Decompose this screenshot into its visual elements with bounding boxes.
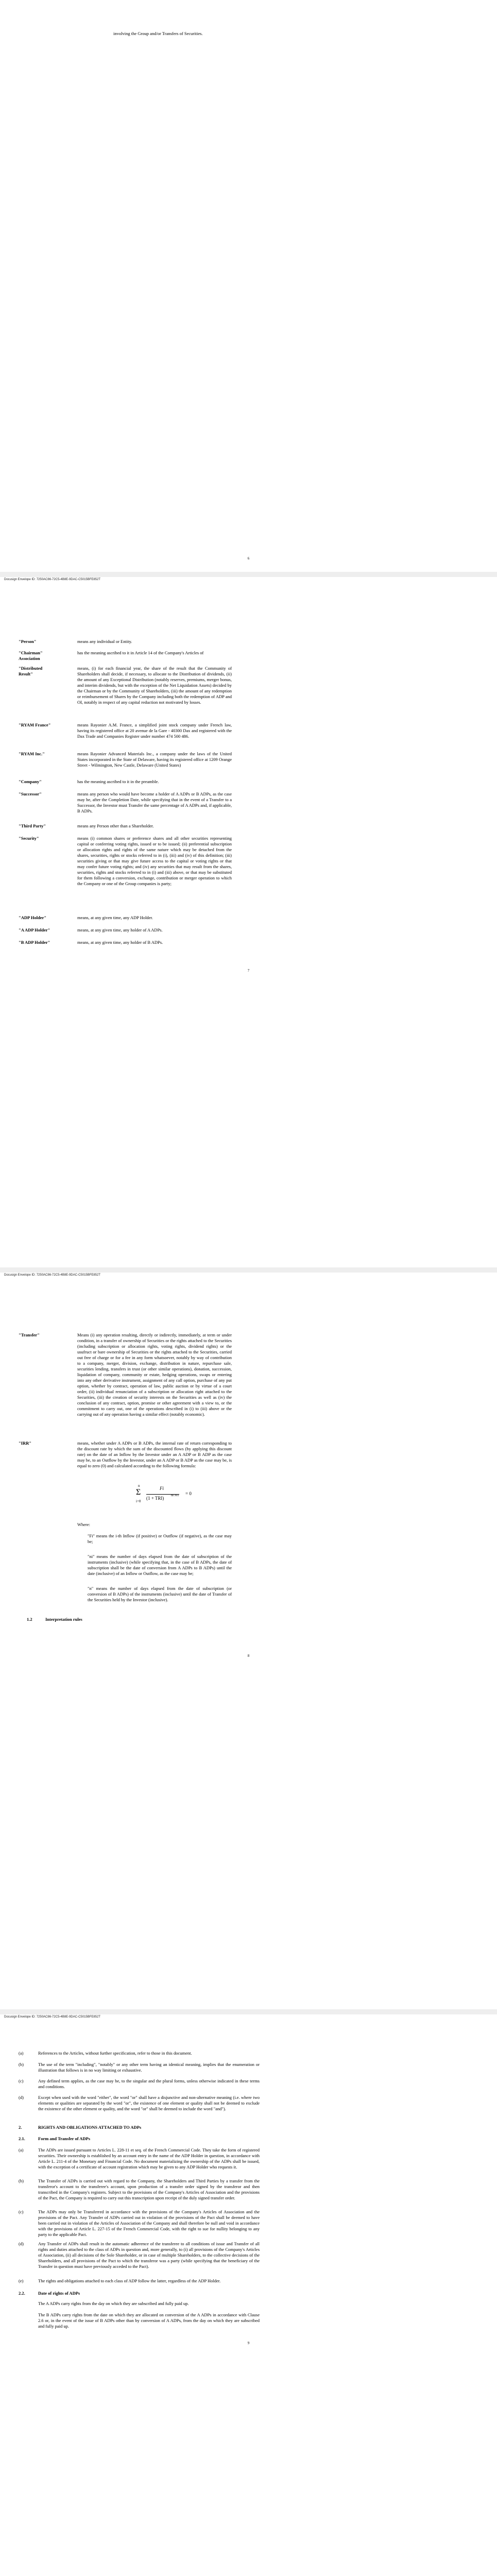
definition-term: "Transfer" (19, 1332, 40, 1337)
definition-text: means Rayonier A.M. France, a simplified joint stock company under French law, having its registered office at 20 avenue de la Gare - 40300 Dax and registered with the Dax Trade and Companies Register under number 474 500 486. (77, 722, 232, 739)
formula-upper: n (138, 1484, 140, 1488)
paragraph: The A ADPs carry rights from the day on which they are subscribed and fully paid up. (38, 2301, 189, 2306)
where-item: "n" means the number of days elapsed from the date of subscription (or conversion of B ADPs) of the instruments (inclusive) until the date of Transfer of the Securities held by the Investor (inclusive). (88, 1586, 232, 1602)
item-label: (d) (19, 2095, 24, 2100)
definition-term: "Security" (19, 836, 39, 841)
item-label: (b) (19, 2178, 24, 2183)
page-number: 7 (247, 969, 250, 973)
item-text: The Transfer of ADPs is carried out with regard to the Company, the Shareholders and Third Parties by a transfer from the transferor's account to the transferee's account, upon production of a transfer order signed by the transferor and then transcribed in the Company's registers. Subject to the provisions of the Company's Articles of Association and the provisions of the Pact, the Company is required to carry out this transcription upon receipt of the duly signed transfer order. (38, 2178, 260, 2200)
page-2 (0, 577, 497, 1267)
definition-text: means, (i) for each financial year, the share of the result that the Community of Shareholders shall decide, if necessary, to allocate to the Distribution of dividends, (ii) the amount of any Exceptional Distribution (notably reserves, premiums, merger bonus, and interim dividends, but with the exception of the Net Liquidation Assets) decided by the Chairman or by the Community of Shareholders, (iii) the amount of any redemption or reimbursement of Shares by the Company including both the redemption of ADP and OI, notably in respect of any capital reduction not motivated by losses. (77, 666, 232, 705)
envelope-id: Docusign Envelope ID: 7250AC86-72C5-4B8E-9DAC-C5015BFE852T (4, 1274, 101, 1277)
page-3 (0, 1273, 497, 2009)
item-text: Any Transfer of ADPs shall result in the automatic adherence of the transferee to all conditions of issue and Transfer of all rights and duties attached to the class of ADPs in question and, more generally, to (i) all provisions of the Company's Articles of Association, (ii) all decisions of the Sole Shareholder, or in case of multiple Shareholders, to the collective decisions of the Shareholders, and all provisions of the Pact to which the transferor was a party (while specifying that the beneficiary of the Transfer in question must have previously acceded to the Pact). (38, 2241, 260, 2269)
section-title: RIGHTS AND OBLIGATIONS ATTACHED TO ADPs (38, 2125, 142, 2130)
definition-text: means, at any given time, any ADP Holder. (77, 915, 153, 920)
definition-term: "Third Party" (19, 823, 46, 828)
item-text: The ADPs are issued pursuant to Articles L. 228-11 et seq. of the French Commercial Code. They take the form of registered securities. Their ownership is established by an account entry in the name of the ADP Holder in question, in accordance with Article L. 211-4 of the Monetary and Financial Code. No document materializing the ownership of the ADPs shall be issued, with the exception of a certificate of account registration which may be given to any ADP Holder who requests it. (38, 2147, 260, 2170)
formula-exponent: ni/365 (171, 1494, 179, 1497)
section-number: 1.2 (27, 1617, 32, 1622)
where-item: "ni" means the number of days elapsed from the date of subscription of the instruments (inclusive) (while specifying that, in the case of B ADPs, the date of subscription shall be the date of conversion from A ADPs to B ADPs) until the date (inclusive) of an Inflow or Outflow, as the case may be; (88, 1554, 232, 1576)
item-label: (a) (19, 2050, 24, 2056)
page-1-text: involving the Group and/or Transfers of Securities. (113, 31, 203, 36)
where-label: Where: (77, 1522, 91, 1527)
definition-term: "Person" (19, 639, 37, 644)
section-title: Date of rights of ADPs (38, 2291, 80, 2296)
formula-denominator: (1 + TRI) (146, 1496, 164, 1501)
definition-term: "Successor" (19, 791, 42, 796)
envelope-id: Docusign Envelope ID: 7250AC86-72C5-4B8E-9DAC-C5015BFE852T (4, 578, 101, 581)
page-number: 6 (247, 556, 250, 561)
section-title: Interpretation rules (45, 1617, 82, 1622)
item-text: The ADPs may only be Transferred in accordance with the provisions of the Company's Articles of Association and the provisions of the Pact. Any Transfer of ADPs carried out in violation of the provisions of the Pact shall be deemed to have been carried out in violation of the Articles of Association of the Company and shall therefore be null and void in accordance with the provisions of Article L. 227-15 of the French Commercial Code, with the right to sue for nullity belonging to any party to the applicable Pact. (38, 2209, 260, 2237)
definition-text: means any individual or Entity. (77, 639, 132, 644)
formula-numerator: Fi (160, 1486, 164, 1491)
formula-rhs: = 0 (185, 1491, 192, 1496)
item-label: (c) (19, 2078, 24, 2083)
item-label: (a) (19, 2147, 24, 2153)
item-label: (b) (19, 2062, 24, 2067)
item-text: Except when used with the word "either", the word "or" shall have a disjunctive and non-alternative meaning (i.e. where two elements or qualities are separated by the word "or", the existence of one element or quality shall not be deemed to exclude the existence of the other element or quality, and the word "or" shall be deemed to include the word "and"). (38, 2095, 260, 2111)
definition-text: has the meaning ascribed to it in Article 14 of the Company's Articles of (77, 650, 204, 655)
definition-term: "RYAM France" (19, 722, 51, 727)
definition-text: means, whether under A ADPs or B ADPs, the internal rate of return corresponding to the discount rate by which the sum of the discounted flows (by applying this discount rate) on the date of an Inflow by the Investor under an A ADP or B ADP as the case may be, to an Outflow by the Investor, under an A ADP or B ADP as the case may be, is equal to zero (0) and calculated according to the following formula: (77, 1440, 232, 1468)
page-number: 8 (247, 1654, 250, 1658)
page-1 (0, 0, 497, 572)
definition-text: means, at any given time, any holder of B ADPs. (77, 940, 163, 945)
item-label: (c) (19, 2209, 24, 2214)
definition-text: has the meaning ascribed to it in the preamble. (77, 779, 159, 784)
where-item: "Fi" means the i-th Inflow (if positive) or Outflow (if negative), as the case may be; (88, 1533, 232, 1544)
definition-text: means any person who would have become a holder of A ADPs or B ADPs, as the case may be, after the Completion Date, while specifying that in the event of a Transfer to a Successor, the Investor must Transfer the same percentage of A ADPs and, if applicable, B ADPs. (77, 791, 232, 814)
item-label: (d) (19, 2241, 24, 2246)
irr-formula (134, 1484, 216, 1510)
item-text: The rights and obligations attached to each class of ADP follow the latter, regardless of the ADP Holder. (38, 2278, 221, 2283)
definition-text: means any Person other than a Shareholder. (77, 823, 154, 828)
item-text: References to the Articles, without further specification, refer to those in this document. (38, 2050, 192, 2056)
envelope-id: Docusign Envelope ID: 7250AC86-72C5-4B8E-9DAC-C5015BFE852T (4, 2015, 101, 2019)
formula-lower: i=0 (136, 1499, 141, 1503)
item-label: (e) (19, 2278, 24, 2283)
section-title: Form and Transfer of ADPs (38, 2136, 91, 2141)
item-text: Any defined term applies, as the case may be, to the singular and the plural forms, unless otherwise indicated in these terms and conditions. (38, 2078, 260, 2089)
page-number: 9 (247, 2341, 250, 2345)
definition-term: "Chairman" Association (19, 650, 43, 661)
definition-term: "B ADP Holder" (19, 940, 50, 945)
definition-text: means, at any given time, any holder of A ADPs. (77, 927, 163, 933)
definition-text: Means (i) any operation resulting, directly or indirectly, immediately, at term or under condition, in a transfer of ownership of Securities or the rights attached to the Securities (including subscription or allocation rights, voting rights, dividend rights) or the usufruct or bare ownership of Securities or the rights attached to the Securities, carried out free of charge or for a fee in any form whatsoever, notably by way of contribution to a company, merger, division, exchange, distribution in nature, repurchase sale, securities lending, transfers in trust (or other similar operations), donation, succession, liquidation of company, community or estate, hedging operations, swaps or entering into any other derivative instrument, assignment of any call option, purchase of any put option, whether by contract, operation of law, public auction or by virtue of a court order, (ii) individual renunciation of a subscription or allocation right attached to the Securities, (iii) the creation of security interests on the Securities as well as (iv) the conclusion of any contract, option, promise or other agreement with a view to, or the commitment to carry out, one of the operations described in (i) to (iii) above or the carrying out of any operation having a similar effect (notably economic). (77, 1332, 232, 1417)
paragraph: The B ADPs carry rights from the date on which they are allocated on conversion of the A ADPs in accordance with Clause 2.6 or, in the event of the issue of B ADPs other than by conversion of A ADPs, from the day on which they are subscribed and fully paid up. (38, 2312, 260, 2329)
definition-term: "Distributed Result" (19, 666, 43, 676)
definition-text: means (i) common shares or preference shares and all other securities representing capital or conferring voting rights, issued or to be issued; (ii) preferential subscription or allocation rights and rights of the same nature which may be detached from the shares, securities, rights or stocks referred to in (i), (iii) and (iv) of this definition; (iii) securities giving or that may give future access to the capital or voting rights or that may confer future voting rights; and (iv) any securities that may result from the shares, securities, rights and stocks referred to in (i) and (iii) above, or that may be substituted for them following a conversion, exchange, contribution or merger operation to which the Company or one of the Group companies is party; (77, 836, 232, 886)
formula-sum: Σ (136, 1488, 141, 1497)
item-text: The use of the term "including", "notably" or any other term having an identical meaning, implies that the enumeration or illustration that follows is in no way limiting or exhaustive. (38, 2062, 260, 2073)
definition-term: "ADP Holder" (19, 915, 47, 920)
definition-term: "RYAM Inc." (19, 751, 45, 756)
page-4 (0, 2014, 497, 2576)
section-number: 2.1. (19, 2136, 25, 2141)
section-number: 2.2. (19, 2291, 25, 2296)
definition-term: "IRR" (19, 1440, 32, 1446)
section-number: 2. (19, 2125, 22, 2130)
definition-term: "Company" (19, 779, 42, 784)
definition-text: means Rayonier Advanced Materials Inc., a company under the laws of the United States incorporated in the State of Delaware, having its registered office at 1209 Orange Street - Wilmington, New Castle, Delaware (United States) (77, 751, 232, 768)
definition-term: "A ADP Holder" (19, 927, 50, 933)
